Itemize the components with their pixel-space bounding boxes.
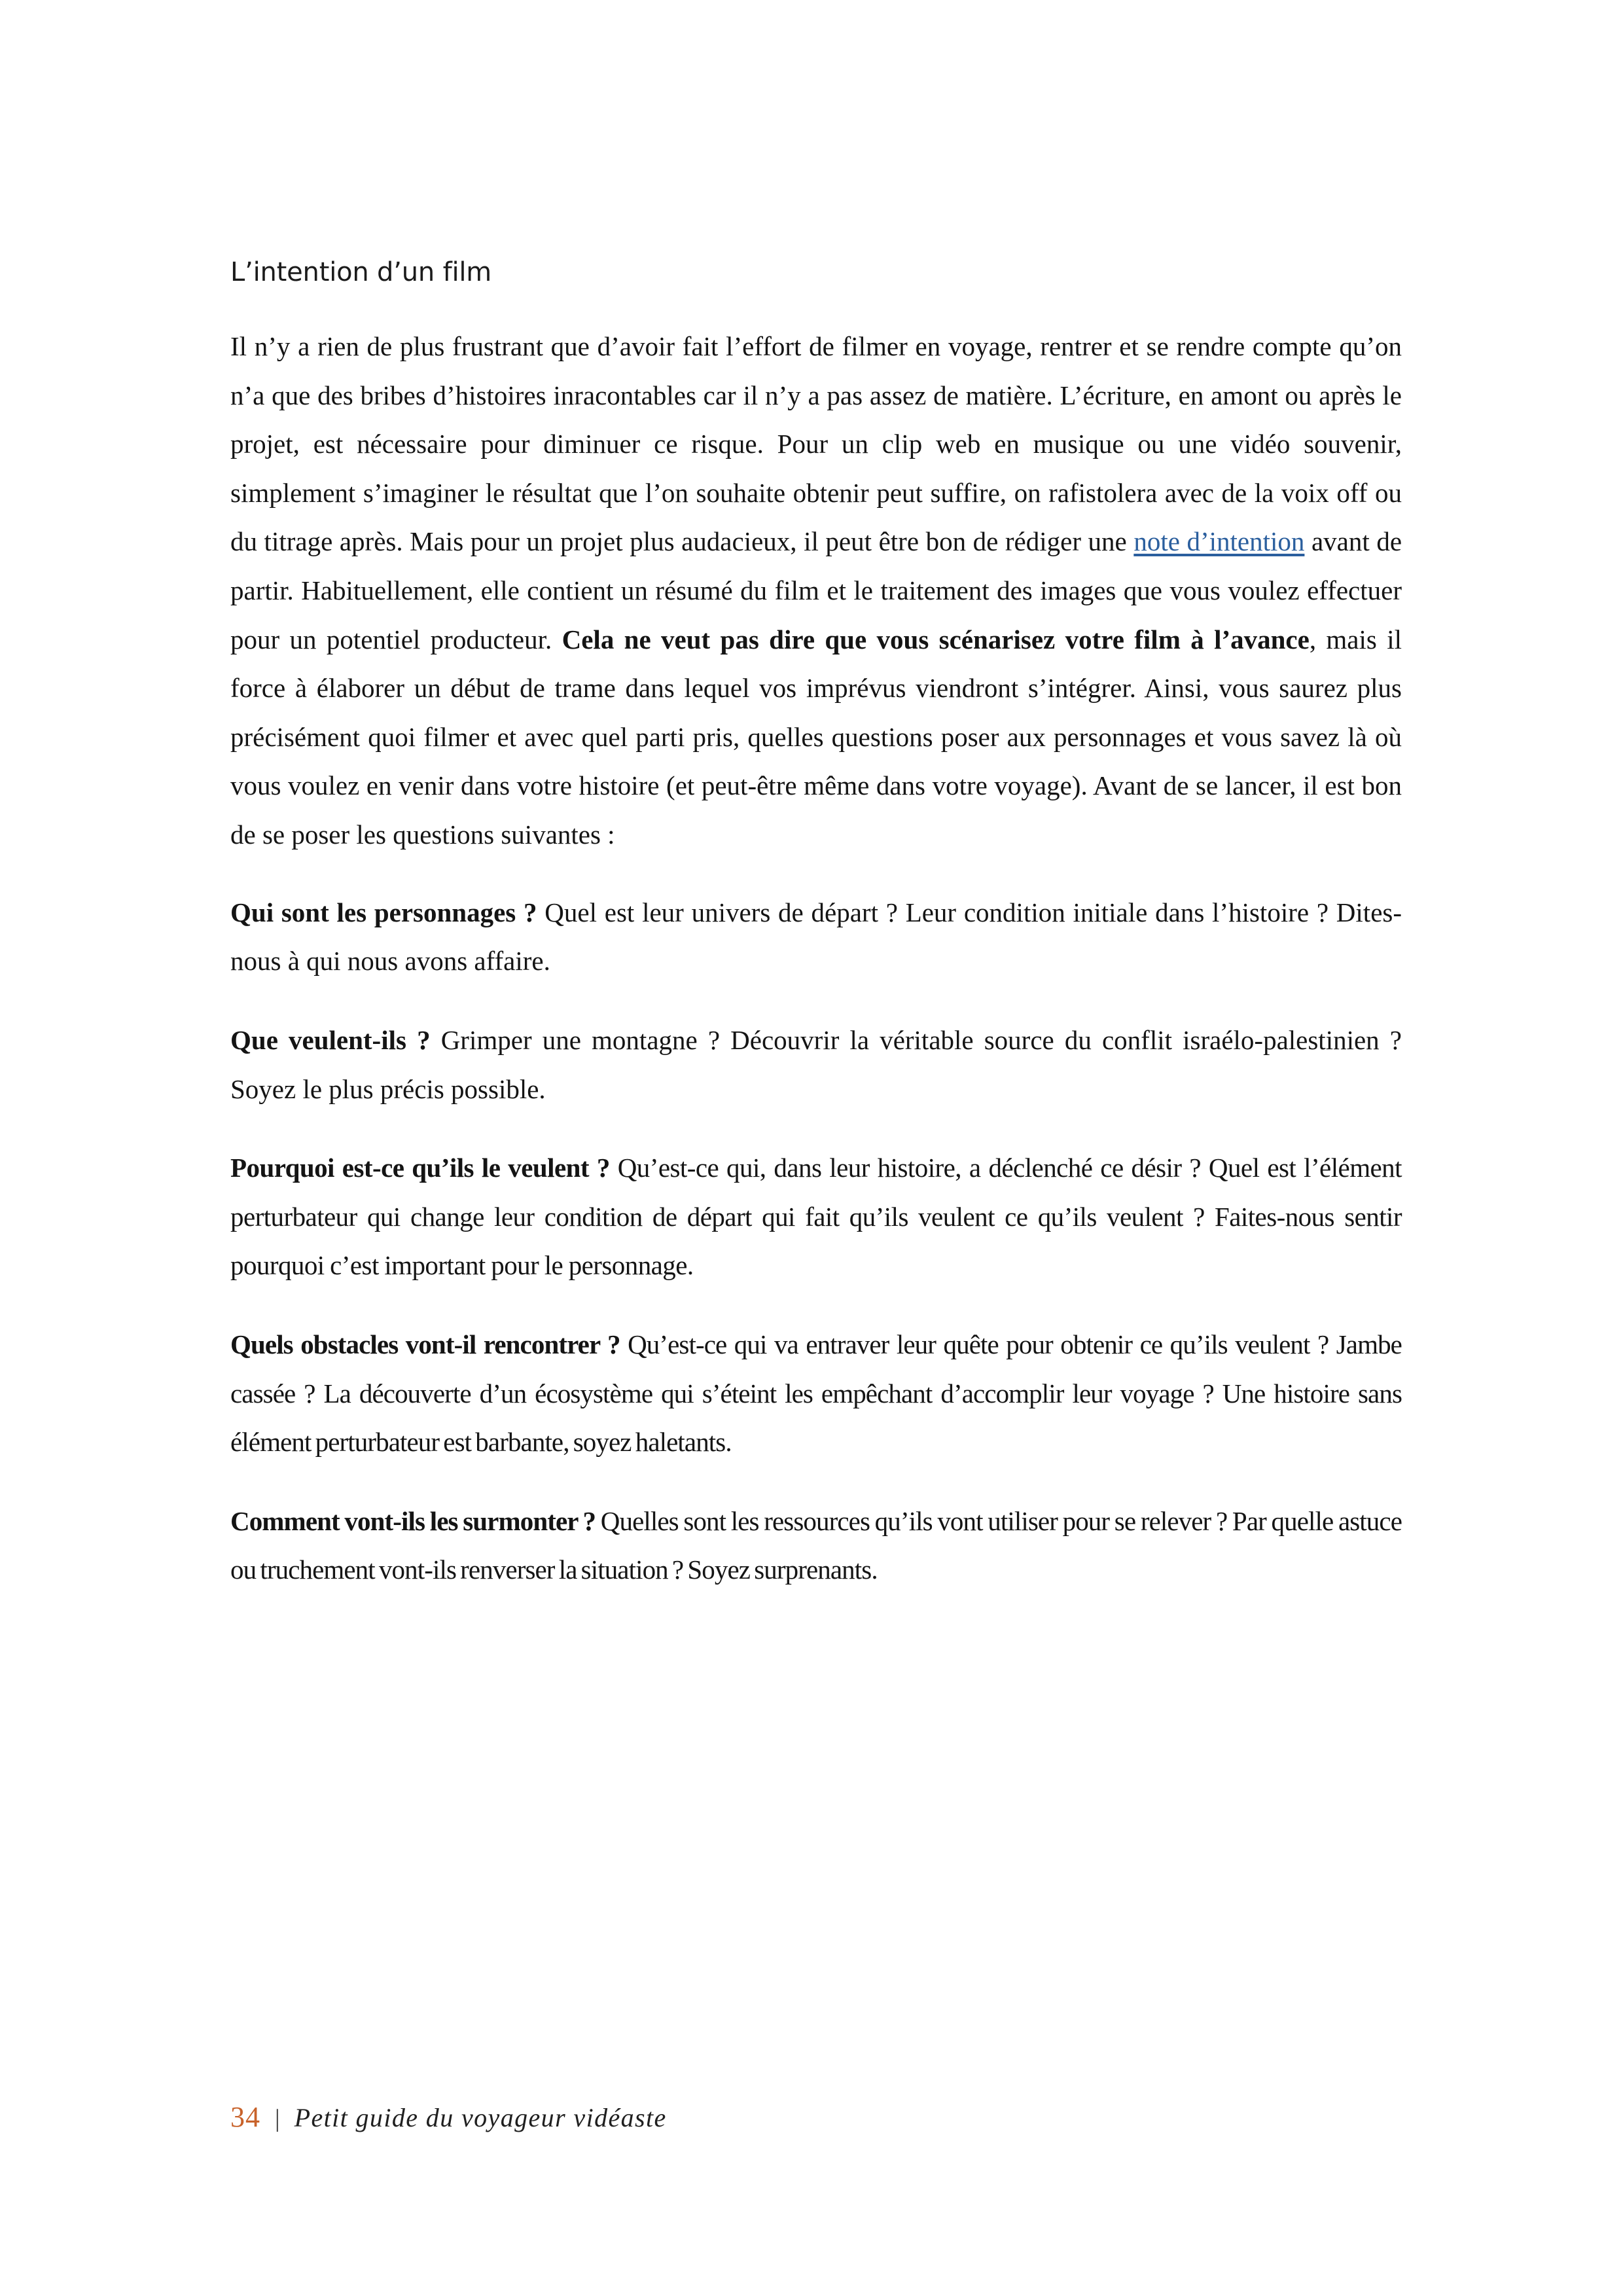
footer-book-title: Petit guide du voyageur vidéaste (294, 2103, 667, 2132)
question-paragraph-1 (230, 888, 1402, 986)
question-paragraph-5 (230, 1497, 1402, 1594)
section-title: L’intention d’un film (230, 257, 492, 287)
question-body-4: Qu’est-ce qui va entraver leur quête pour obtenir ce qu’ils veulent ? Jambe cassée ? La découverte d’un écosystème qui s’éteint les empêchant d’accomplir leur voyage ? Une histoire sans élément perturbateur est barbante, soyez haletants. (230, 1329, 1402, 1458)
footer-separator: | (275, 2105, 280, 2132)
page-footer (230, 2100, 667, 2134)
intro-paragraph (230, 322, 1402, 859)
question-paragraph-2 (230, 1016, 1402, 1113)
question-paragraph-4 (230, 1320, 1402, 1467)
question-block-4 (230, 1320, 1402, 1467)
question-paragraph-3 (230, 1143, 1402, 1290)
intro-emphasis: Cela ne veut pas dire que vous scénarisez votre film à l’avance (562, 624, 1310, 655)
question-block-2 (230, 1016, 1402, 1113)
question-lead-2: Que veulent-ils ? (230, 1024, 431, 1055)
intro-run-5: , mais il force à élaborer un début de trame dans lequel vos imprévus viendront s’intégrer. Ainsi, vous saurez plus précisément quoi filmer et avec quel parti pris, quelles questions poser aux personnages et vous savez là où vous voulez en venir dans votre histoire (et peut-être même dans votre voyage). Avant de se lancer, il est bon de se poser les questions suivantes : (230, 624, 1402, 850)
question-block-5 (230, 1497, 1402, 1594)
question-lead-5: Comment vont-ils les surmonter ? (230, 1505, 596, 1536)
question-block-1 (230, 888, 1402, 986)
question-body-2: Grimper une montagne ? Découvrir la véritable source du conflit israélo-palestinien ? Soyez le plus précis possible. (230, 1024, 1402, 1104)
question-block-3 (230, 1143, 1402, 1290)
page-content (230, 257, 1402, 1624)
question-lead-4: Quels obstacles vont-il rencontrer ? (230, 1329, 620, 1359)
question-lead-1: Qui sont les personnages ? (230, 897, 537, 927)
intro-run-1: Il n’y a rien de plus frustrant que d’avoir fait l’effort de filmer en voyage, rentrer et se rendre compte qu’on n’a que des bribes d’histoires inracontables car il n’y a pas assez de matière. L’écriture, en amont ou après le projet, est nécessaire pour diminuer ce risque. Pour un clip web en musique ou une vidéo souvenir, simplement s’imaginer le résultat que l’on souhaite obtenir peut suffire, on rafistolera avec de la voix off ou du titrage après. Mais pour un projet plus audacieux, il peut être bon de rédiger une (230, 331, 1402, 557)
intro-run-3: avant de partir. Habituellement, elle contient un résumé du film et le traitement des images que vous voulez effectuer pour un potentiel producteur. (230, 526, 1402, 655)
question-body-3: Qu’est-ce qui, dans leur histoire, a déclenché ce désir ? Quel est l’élément perturbateur qui change leur condition de départ qui fait qu’ils veulent ce qu’ils veulent ? Faites-nous sentir pourquoi c’est important pour le personnage. (230, 1153, 1402, 1281)
note-dintention-link[interactable]: note d’intention (1133, 526, 1305, 557)
question-lead-3: Pourquoi est-ce qu’ils le veulent ? (230, 1153, 610, 1183)
question-body-1: Quel est leur univers de départ ? Leur condition initiale dans l’histoire ? Dites-nous à qui nous avons affaire. (230, 897, 1402, 977)
question-body-5: Quelles sont les ressources qu’ils vont utiliser pour se relever ? Par quelle astuce ou truchement vont-ils renverser la situation ? Soyez surprenants. (230, 1505, 1402, 1585)
page-number: 34 (230, 2101, 260, 2133)
